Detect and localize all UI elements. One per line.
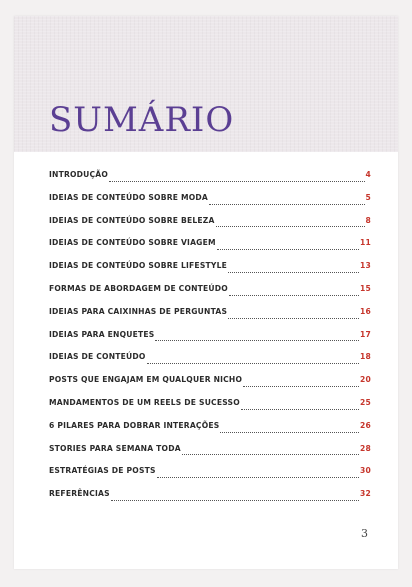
toc-entry-label: IDEIAS DE CONTEÚDO SOBRE BELEZA: [49, 215, 215, 225]
toc-leader-dots: [182, 454, 359, 455]
toc-entry-page: 13: [360, 261, 371, 271]
toc-leader-dots: [109, 181, 364, 182]
toc-entry-label: IDEIAS DE CONTEÚDO SOBRE VIAGEM: [49, 238, 216, 248]
header-banner: [14, 16, 398, 152]
toc-entry-label: INTRODUÇÃO: [49, 170, 109, 179]
toc-leader-dots: [155, 340, 359, 341]
toc-entry-page: 8: [365, 215, 371, 225]
toc-entry-label: MANDAMENTOS DE UM REELS DE SUCESSO: [49, 397, 240, 407]
toc-entry[interactable]: [49, 238, 371, 261]
toc-entry[interactable]: [49, 352, 371, 375]
toc-entry[interactable]: [49, 216, 371, 239]
toc-entry-label: FORMAS DE ABORDAGEM DE CONTEÚDO: [49, 283, 228, 293]
toc-leader-dots: [147, 363, 359, 364]
toc-entry-page: 18: [360, 352, 371, 362]
toc-leader-dots: [216, 226, 365, 227]
toc-entry-label: IDEIAS DE CONTEÚDO SOBRE LIFESTYLE: [49, 261, 227, 271]
page-title: SUMÁRIO: [49, 100, 235, 140]
toc-entry-page: 25: [360, 397, 371, 407]
toc-leader-dots: [111, 500, 359, 501]
toc-entry-page: 26: [360, 420, 371, 430]
toc-entry-label: IDEIAS DE CONTEÚDO: [49, 352, 146, 362]
toc-entry[interactable]: [49, 398, 371, 421]
toc-entry-label: IDEIAS PARA CAIXINHAS DE PERGUNTAS: [49, 306, 228, 316]
toc-entry-page: 11: [360, 238, 371, 248]
toc-entry-label: ESTRATÉGIAS DE POSTS: [49, 466, 156, 476]
toc-leader-dots: [217, 249, 359, 250]
toc-entry[interactable]: [49, 466, 371, 489]
toc-entry-label: STORIES PARA SEMANA TODA: [49, 443, 181, 453]
toc-entry-label: 6 PILARES PARA DOBRAR INTERAÇÕES: [49, 420, 220, 430]
toc-entry[interactable]: [49, 330, 371, 353]
toc-entry[interactable]: [49, 170, 371, 193]
toc-entry[interactable]: [49, 307, 371, 330]
toc-entry-page: 30: [360, 466, 371, 476]
toc-leader-dots: [241, 409, 359, 410]
toc-leader-dots: [229, 295, 359, 296]
toc-entry[interactable]: [49, 375, 371, 398]
toc-entry-label: IDEIAS DE CONTEÚDO SOBRE MODA: [49, 192, 208, 202]
toc-leader-dots: [209, 204, 365, 205]
toc-entry[interactable]: [49, 261, 371, 284]
toc-leader-dots: [220, 432, 359, 433]
toc-entry[interactable]: [49, 444, 371, 467]
toc-entry-page: 4: [365, 170, 371, 179]
page-number: 3: [361, 527, 368, 540]
toc-entry-label: REFERÊNCIAS: [49, 489, 110, 499]
toc-entry-page: 20: [360, 375, 371, 385]
toc-entry-page: 32: [360, 489, 371, 499]
toc-entry-label: POSTS QUE ENGAJAM EM QUALQUER NICHO: [49, 375, 243, 385]
toc-entry-page: 16: [360, 306, 371, 316]
toc-entry-page: 28: [360, 443, 371, 453]
toc-entry-page: 15: [360, 283, 371, 293]
table-of-contents: [49, 170, 371, 512]
toc-leader-dots: [228, 318, 359, 319]
toc-entry[interactable]: [49, 421, 371, 444]
toc-entry-page: 5: [365, 192, 371, 202]
toc-entry-page: 17: [360, 329, 371, 339]
toc-leader-dots: [228, 272, 359, 273]
toc-leader-dots: [157, 477, 359, 478]
document-page: [14, 16, 398, 569]
toc-entry[interactable]: [49, 284, 371, 307]
toc-entry[interactable]: [49, 489, 371, 512]
toc-entry[interactable]: [49, 193, 371, 216]
toc-leader-dots: [243, 386, 359, 387]
toc-entry-label: IDEIAS PARA ENQUETES: [49, 329, 155, 339]
